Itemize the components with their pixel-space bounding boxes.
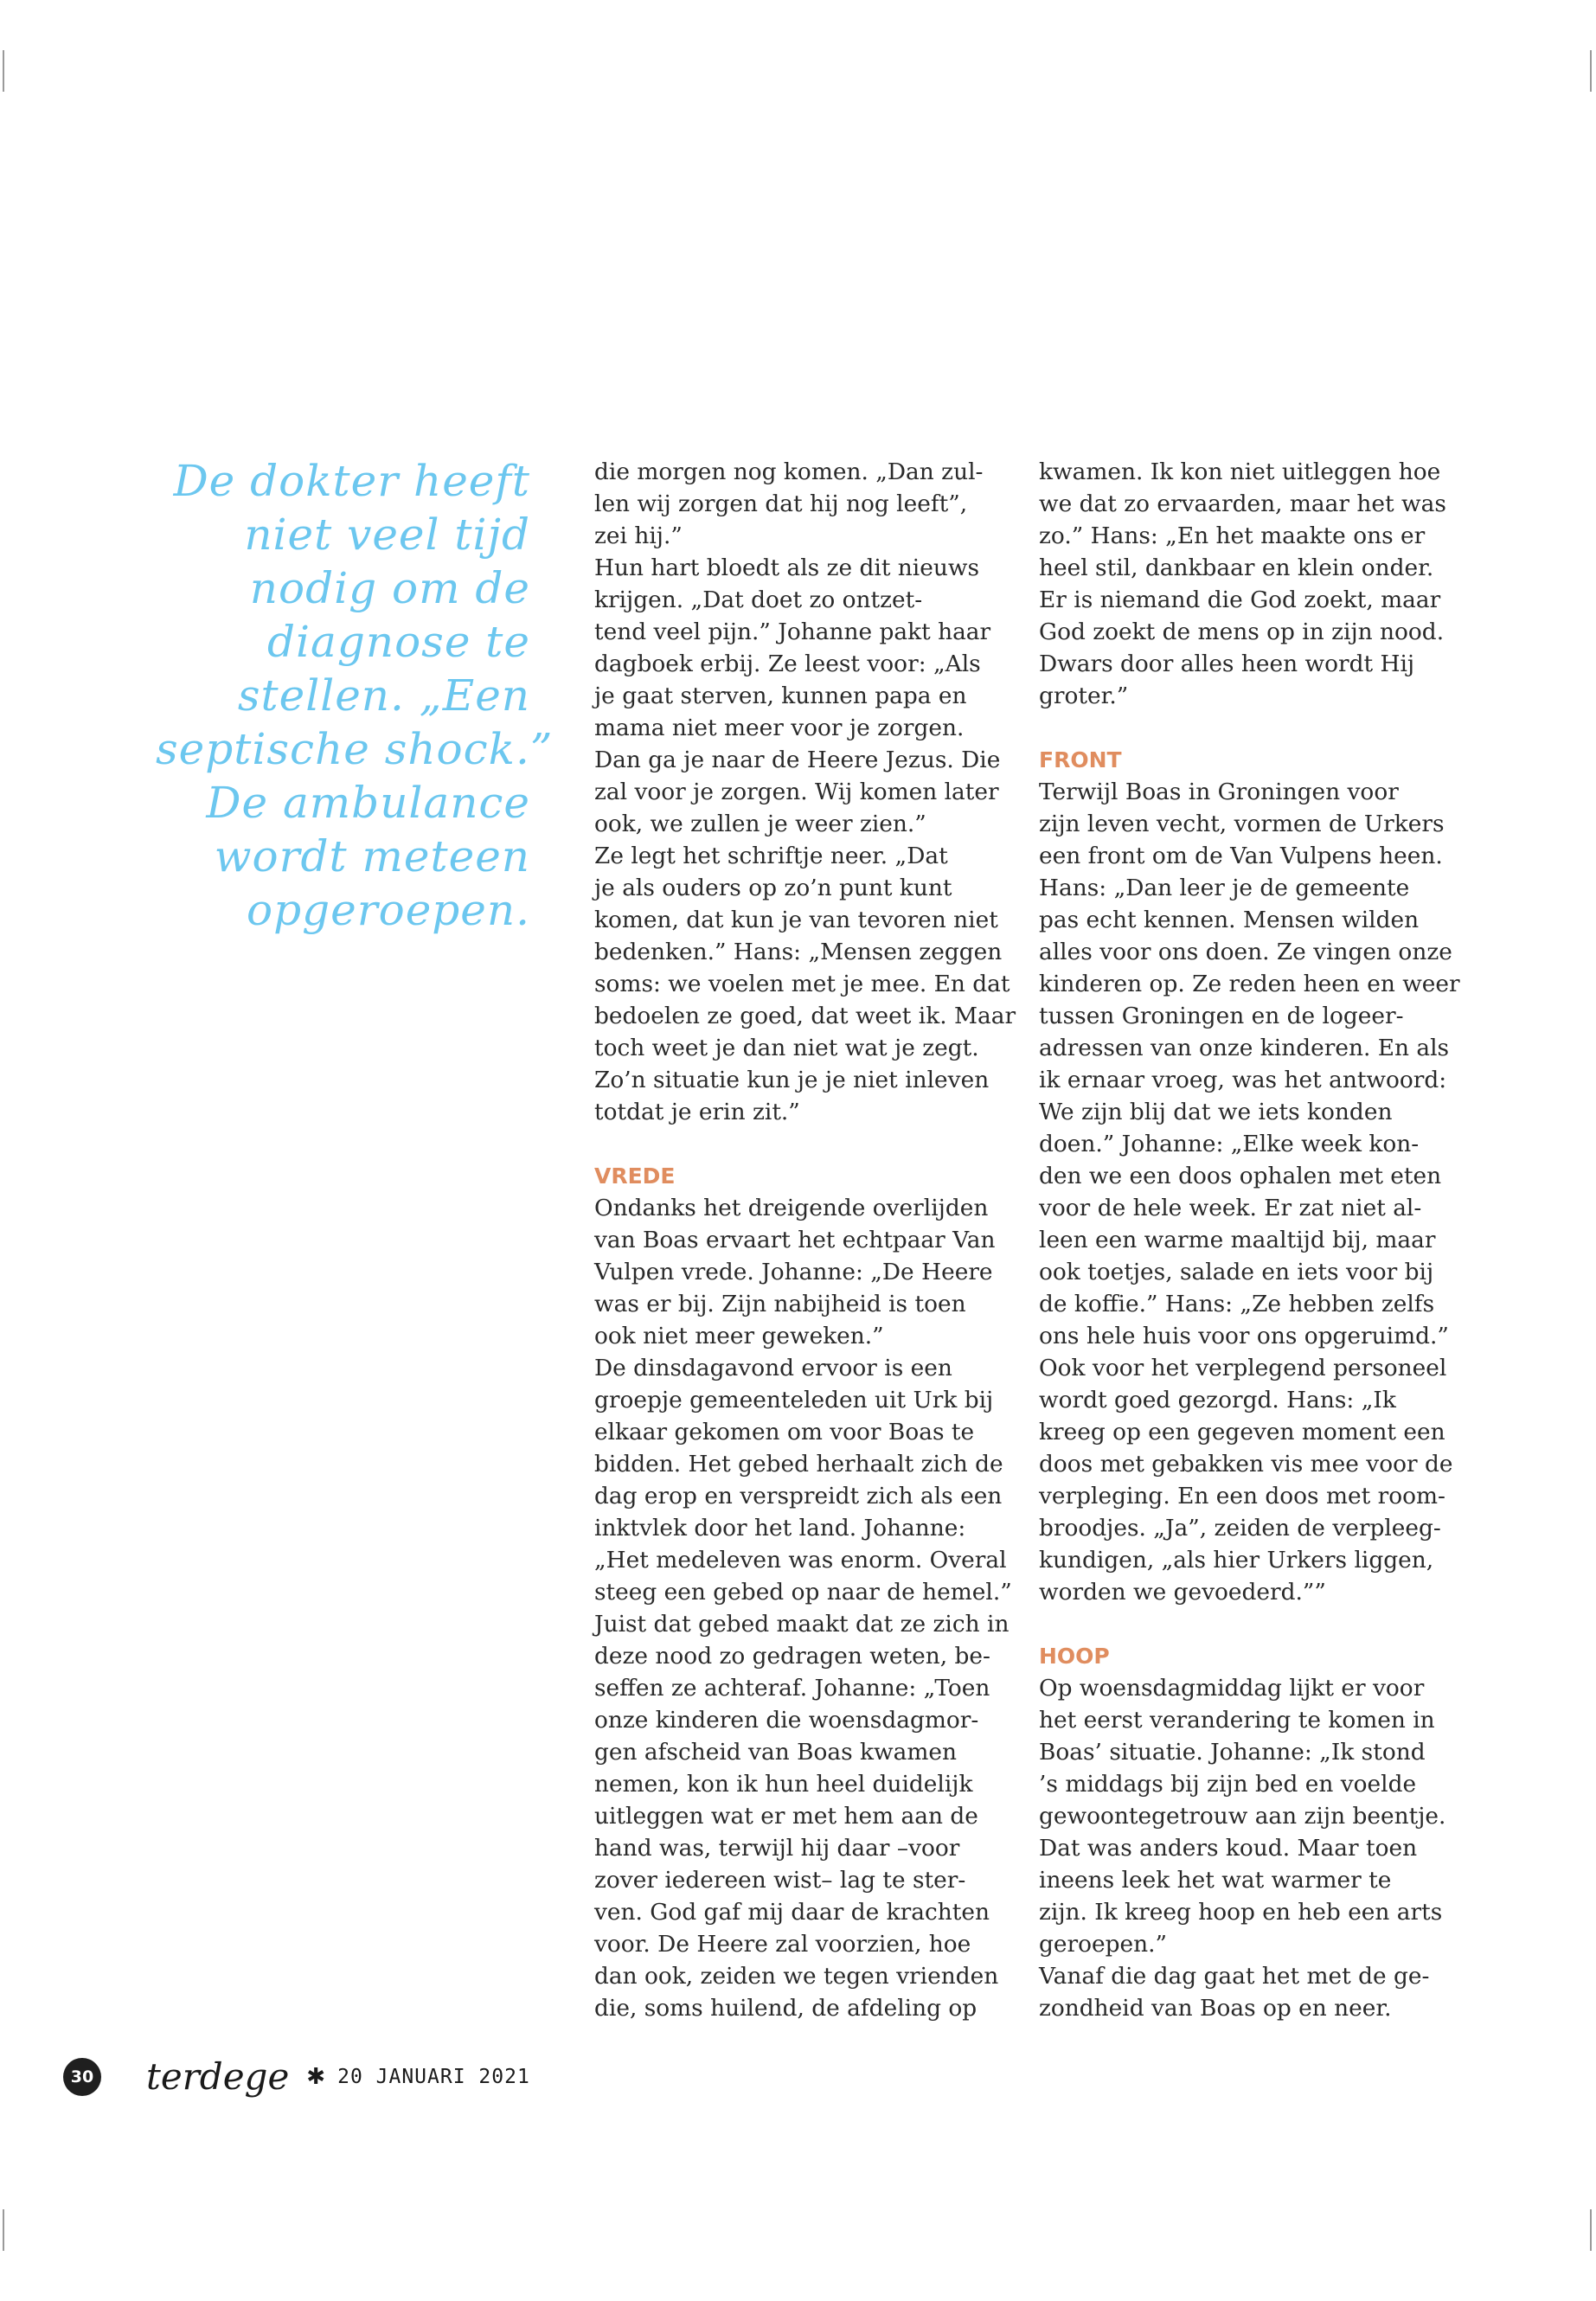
text-line: bidden. Het gebed herhaalt zich de xyxy=(594,1451,1003,1477)
text-line: „Het medeleven was enorm. Overal xyxy=(594,1547,1007,1574)
paragraph xyxy=(594,1192,1018,2024)
text-line: Ook voor het verplegend personeel xyxy=(1039,1355,1447,1381)
text-line: was er bij. Zijn nabijheid is toen xyxy=(594,1291,966,1317)
magazine-logo: terdege xyxy=(146,2055,290,2098)
text-line: gewoontegetrouw aan zijn beentje. xyxy=(1039,1803,1446,1830)
text-line: Dwars door alles heen wordt Hij xyxy=(1039,651,1415,677)
pull-quote-line: diagnose te xyxy=(267,617,530,667)
text-line: Ze legt het schriftje neer. „Dat xyxy=(594,843,948,869)
text-line: dan ook, zeiden we tegen vrienden xyxy=(594,1963,999,1990)
section-gap xyxy=(594,1128,1018,1160)
text-line: Dan ga je naar de Heere Jezus. Die xyxy=(594,747,1001,773)
text-line: steeg een gebed op naar de hemel.” xyxy=(594,1579,1012,1606)
text-line: ik ernaar vroeg, was het antwoord: xyxy=(1039,1067,1447,1093)
text-line: ook, we zullen je weer zien.” xyxy=(594,811,926,837)
paragraph xyxy=(1039,456,1454,712)
text-line: Ondanks het dreigende overlijden xyxy=(594,1195,989,1221)
pull-quote-line: niet veel tijd xyxy=(244,510,530,560)
text-line: gen afscheid van Boas kwamen xyxy=(594,1739,957,1766)
text-line: ook niet meer geweken.” xyxy=(594,1323,884,1349)
text-line: toch weet je dan niet wat je zegt. xyxy=(594,1035,979,1061)
text-line: zondheid van Boas op en neer. xyxy=(1039,1995,1392,2022)
text-line: groter.” xyxy=(1039,683,1129,709)
article-column-2 xyxy=(1039,456,1460,2024)
text-line: we dat zo ervaarden, maar het was xyxy=(1039,490,1446,517)
text-line: dagboek erbij. Ze leest voor: „Als xyxy=(594,651,981,677)
text-line: krijgen. „Dat doet zo ontzet- xyxy=(594,586,923,613)
text-line: verpleging. En een doos met room- xyxy=(1039,1483,1445,1509)
text-line: zal voor je zorgen. Wij komen later xyxy=(594,779,999,805)
text-line: Dat was anders koud. Maar toen xyxy=(1039,1835,1418,1862)
text-line: van Boas ervaart het echtpaar Van xyxy=(594,1227,996,1253)
text-line: Hans: „Dan leer je de gemeente xyxy=(1039,875,1410,901)
pull-quote xyxy=(156,454,554,937)
text-line: voor. De Heere zal voorzien, hoe xyxy=(594,1931,971,1958)
text-line: zei hij.” xyxy=(594,522,683,549)
text-line: leen een warme maaltijd bij, maar xyxy=(1039,1227,1436,1253)
text-line: onze kinderen die woensdagmor- xyxy=(594,1707,979,1734)
text-line: God zoekt de mens op in zijn nood. xyxy=(1039,619,1445,645)
text-line: die morgen nog komen. „Dan zul- xyxy=(594,458,984,485)
pull-quote-line: De ambulance xyxy=(206,778,530,828)
paragraph xyxy=(1039,776,1460,1608)
text-line: ven. God gaf mij daar de krachten xyxy=(594,1899,990,1926)
text-line: De dinsdagavond ervoor is een xyxy=(594,1355,952,1381)
text-line: ons hele huis voor ons opgeruimd.” xyxy=(1039,1323,1449,1349)
text-line: ineens leek het wat warmer te xyxy=(1039,1867,1392,1894)
text-line: komen, dat kun je van tevoren niet xyxy=(594,907,998,933)
text-line: mama niet meer voor je zorgen. xyxy=(594,715,965,741)
text-line: We zijn blij dat we iets konden xyxy=(1039,1099,1393,1125)
text-line: nemen, kon ik hun heel duidelijk xyxy=(594,1771,973,1798)
text-line: zo.” Hans: „En het maakte ons er xyxy=(1039,522,1426,549)
text-line: je als ouders op zo’n punt kunt xyxy=(594,875,952,901)
text-line: kreeg op een gegeven moment een xyxy=(1039,1419,1445,1445)
text-line: elkaar gekomen om voor Boas te xyxy=(594,1419,975,1445)
section-gap xyxy=(1039,1608,1454,1640)
crop-mark-bottom-right xyxy=(1590,2209,1592,2251)
pull-quote-line: stellen. „Een xyxy=(237,670,530,721)
text-line: deze nood zo gedragen weten, be- xyxy=(594,1643,990,1670)
text-line: doen.” Johanne: „Elke week kon- xyxy=(1039,1131,1420,1157)
text-line: bedoelen ze goed, dat weet ik. Maar xyxy=(594,1003,1016,1029)
paragraph xyxy=(1039,1672,1454,2024)
text-line: den we een doos ophalen met eten xyxy=(1039,1163,1442,1189)
text-line: voor de hele week. Er zat niet al- xyxy=(1039,1195,1422,1221)
pull-quote-line: De dokter heeft xyxy=(173,456,530,506)
text-line: Juist dat gebed maakt dat ze zich in xyxy=(594,1611,1010,1638)
section-heading-front: FRONT xyxy=(1039,747,1122,772)
text-line: kinderen op. Ze reden heen en weer xyxy=(1039,971,1460,997)
text-line: kwamen. Ik kon niet uitleggen hoe xyxy=(1039,458,1441,485)
text-line: pas echt kennen. Mensen wilden xyxy=(1039,907,1420,933)
crop-mark-bottom-left xyxy=(3,2209,4,2251)
article-column-1 xyxy=(594,456,1018,2024)
text-line: de koffie.” Hans: „Ze hebben zelfs xyxy=(1039,1291,1435,1317)
paragraph xyxy=(594,456,1018,1128)
text-line: Zo’n situatie kun je je niet inleven xyxy=(594,1067,990,1093)
text-line: len wij zorgen dat hij nog leeft”, xyxy=(594,490,968,517)
text-line: een front om de Van Vulpens heen. xyxy=(1039,843,1443,869)
text-line: groepje gemeenteleden uit Urk bij xyxy=(594,1387,994,1413)
page-number-badge: 30 xyxy=(63,2058,101,2096)
pull-quote-line: wordt meteen xyxy=(214,831,530,881)
text-line: het eerst verandering te komen in xyxy=(1039,1707,1435,1734)
text-line: tussen Groningen en de logeer- xyxy=(1039,1003,1404,1029)
asterisk-icon: ✱ xyxy=(306,2064,326,2090)
section-heading-hoop: HOOP xyxy=(1039,1644,1110,1669)
text-line: Boas’ situatie. Johanne: „Ik stond xyxy=(1039,1739,1426,1766)
text-line: ook toetjes, salade en iets voor bij xyxy=(1039,1259,1434,1285)
text-line: Terwijl Boas in Groningen voor xyxy=(1039,779,1399,805)
text-line: geroepen.” xyxy=(1039,1931,1168,1958)
text-line: Hun hart bloedt als ze dit nieuws xyxy=(594,554,979,581)
crop-mark-top-right xyxy=(1590,50,1592,92)
text-line: doos met gebakken vis mee voor de xyxy=(1039,1451,1453,1477)
pull-quote-line: septische shock.” xyxy=(156,724,554,774)
text-line: seffen ze achteraf. Johanne: „Toen xyxy=(594,1675,990,1702)
text-line: totdat je erin zit.” xyxy=(594,1099,800,1125)
text-line: worden we gevoederd.”” xyxy=(1039,1579,1326,1606)
text-line: uitleggen wat er met hem aan de xyxy=(594,1803,978,1830)
text-line: dag erop en verspreidt zich als een xyxy=(594,1483,1003,1509)
text-line: bedenken.” Hans: „Mensen zeggen xyxy=(594,939,1003,965)
text-line: die, soms huilend, de afdeling op xyxy=(594,1995,977,2022)
text-line: zover iedereen wist– lag te ster- xyxy=(594,1867,966,1894)
page-footer xyxy=(63,2057,530,2097)
text-line: kundigen, „als hier Urkers liggen, xyxy=(1039,1547,1434,1574)
crop-mark-top-left xyxy=(3,50,4,92)
issue-date: 20 JANUARI 2021 xyxy=(337,2066,530,2088)
text-line: soms: we voelen met je mee. En dat xyxy=(594,971,1010,997)
text-line: zijn. Ik kreeg hoop en heb een arts xyxy=(1039,1899,1443,1926)
text-line: je gaat sterven, kunnen papa en xyxy=(594,683,967,709)
text-line: Vulpen vrede. Johanne: „De Heere xyxy=(594,1259,993,1285)
text-line: Op woensdagmiddag lijkt er voor xyxy=(1039,1675,1425,1702)
pull-quote-line: opgeroepen. xyxy=(247,885,530,935)
text-line: heel stil, dankbaar en klein onder. xyxy=(1039,554,1434,581)
text-line: inktvlek door het land. Johanne: xyxy=(594,1515,966,1541)
text-line: wordt goed gezorgd. Hans: „Ik xyxy=(1039,1387,1396,1413)
text-line: ’s middags bij zijn bed en voelde xyxy=(1039,1771,1417,1798)
pull-quote-line: nodig om de xyxy=(249,563,530,613)
text-line: Er is niemand die God zoekt, maar xyxy=(1039,586,1441,613)
text-line: alles voor ons doen. Ze vingen onze xyxy=(1039,939,1452,965)
text-line: tend veel pijn.” Johanne pakt haar xyxy=(594,619,991,645)
text-line: adressen van onze kinderen. En als xyxy=(1039,1035,1450,1061)
text-line: Vanaf die dag gaat het met de ge- xyxy=(1039,1963,1430,1990)
text-line: broodjes. „Ja”, zeiden de verpleeg- xyxy=(1039,1515,1441,1541)
section-heading-vrede: VREDE xyxy=(594,1163,676,1189)
text-line: zijn leven vecht, vormen de Urkers xyxy=(1039,811,1445,837)
section-gap xyxy=(1039,712,1454,744)
text-line: hand was, terwijl hij daar –voor xyxy=(594,1835,960,1862)
